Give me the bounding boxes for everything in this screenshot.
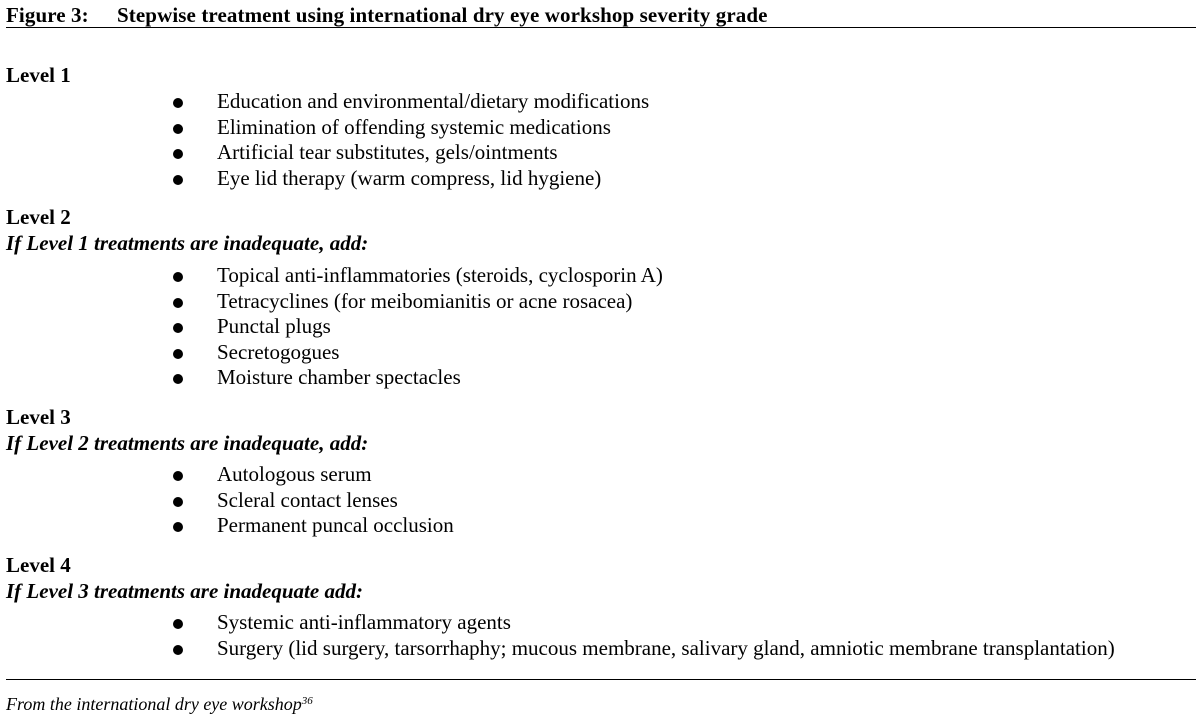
bottom-divider xyxy=(6,679,1196,680)
level-4-condition: If Level 3 treatments are inadequate add: xyxy=(6,579,363,603)
bullet-icon xyxy=(173,349,183,359)
figure-title xyxy=(6,3,768,27)
level-2-heading: Level 2 xyxy=(6,205,71,229)
level-1-heading: Level 1 xyxy=(6,63,71,87)
top-divider xyxy=(6,27,1196,28)
level-3-condition: If Level 2 treatments are inadequate, add: xyxy=(6,431,369,455)
level-2-condition: If Level 1 treatments are inadequate, add: xyxy=(6,231,369,255)
bullet-icon xyxy=(173,522,183,532)
bullet-icon xyxy=(173,374,183,384)
bullet-icon xyxy=(173,149,183,159)
figure-number: Figure 3: xyxy=(6,3,89,27)
bullet-icon xyxy=(173,619,183,629)
bullet-icon xyxy=(173,471,183,481)
footnote-reference: 36 xyxy=(301,695,313,707)
bullet-icon xyxy=(173,497,183,507)
bullet-icon xyxy=(173,272,183,282)
figure-title-text: Stepwise treatment using international dry eye workshop severity grade xyxy=(117,3,768,27)
bullet-icon xyxy=(173,98,183,108)
footnote-text: From the international dry eye workshop xyxy=(6,694,302,714)
level-4-heading: Level 4 xyxy=(6,553,71,577)
source-footnote xyxy=(6,692,313,716)
bullet-icon xyxy=(173,298,183,308)
level-3-heading: Level 3 xyxy=(6,405,71,429)
bullet-icon xyxy=(173,645,183,655)
bullet-icon xyxy=(173,323,183,333)
bullet-icon xyxy=(173,124,183,134)
bullet-icon xyxy=(173,175,183,185)
